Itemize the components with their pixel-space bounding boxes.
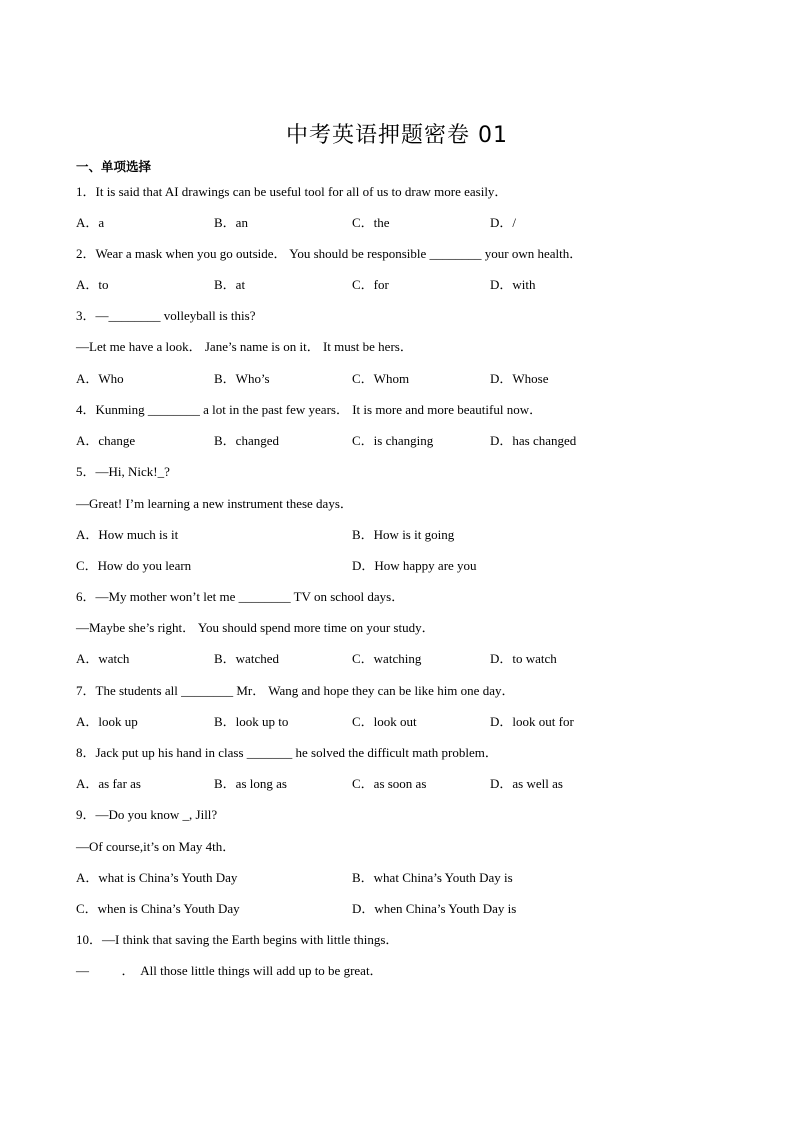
page-title: 中考英语押题密卷 01 [286, 123, 508, 148]
q8-option-b[interactable]: B．as long as [214, 776, 287, 791]
q8-option-a[interactable]: A．as far as [76, 776, 141, 791]
q3-option-a[interactable]: A．Who [76, 371, 124, 386]
q9-option-b[interactable]: B．what China’s Youth Day is [352, 870, 513, 885]
q5-option-c[interactable]: C．How do you learn [76, 558, 192, 573]
question-6: 6．—My mother won’t let me ________ TV on school days． [76, 589, 405, 604]
q1-option-c[interactable]: C．the [352, 215, 390, 230]
q9-option-c[interactable]: C．when is China’s Youth Day [76, 901, 240, 916]
q2-option-c[interactable]: C．for [352, 277, 389, 292]
q8-option-c[interactable]: C．as soon as [352, 776, 427, 791]
q2-option-a[interactable]: A．to [76, 277, 109, 292]
q3-option-d[interactable]: D．Whose [490, 371, 549, 386]
q9-option-a[interactable]: A．what is China’s Youth Day [76, 870, 238, 885]
q7-option-a[interactable]: A．look up [76, 714, 138, 729]
q5-option-b[interactable]: B．How is it going [352, 527, 455, 542]
q7-option-c[interactable]: C．look out [352, 714, 417, 729]
question-5: 5．—Hi, Nick!_? [76, 464, 170, 479]
question-9: 9．—Do you know _, Jill? [76, 807, 218, 822]
q1-option-b[interactable]: B．an [214, 215, 248, 230]
q9-option-d[interactable]: D．when China’s Youth Day is [352, 901, 517, 916]
q5-option-d[interactable]: D．How happy are you [352, 558, 477, 573]
q6-option-b[interactable]: B．watched [214, 651, 279, 666]
q4-option-a[interactable]: A．change [76, 433, 136, 448]
question-3-reply: —Let me have a look． Jane’s name is on it． It must be hers． [76, 339, 413, 354]
q1-option-d[interactable]: D．/ [490, 215, 517, 230]
question-2: 2．Wear a mask when you go outside． You should be responsible ________ your own health． [76, 246, 583, 261]
question-4: 4．Kunming ________ a lot in the past few years． It is more and more beautiful now． [76, 402, 543, 417]
q6-option-c[interactable]: C．watching [352, 651, 422, 666]
q4-option-b[interactable]: B．changed [214, 433, 279, 448]
q7-option-b[interactable]: B．look up to [214, 714, 289, 729]
q6-option-a[interactable]: A．watch [76, 651, 130, 666]
q6-option-d[interactable]: D．to watch [490, 651, 557, 666]
question-1: 1．It is said that AI drawings can be useful tool for all of us to draw more easily． [76, 184, 508, 199]
q3-option-b[interactable]: B．Who’s [214, 371, 270, 386]
question-9-reply: —Of course,it’s on May 4th． [76, 839, 236, 854]
question-10-reply: — ． All those little things will add up to be great． [76, 963, 383, 978]
q3-option-c[interactable]: C．Whom [352, 371, 410, 386]
section-heading: 一、单项选择 [76, 159, 152, 174]
q7-option-d[interactable]: D．look out for [490, 714, 574, 729]
question-5-reply: —Great! I’m learning a new instrument these days． [76, 496, 353, 511]
q2-option-b[interactable]: B．at [214, 277, 246, 292]
question-7: 7．The students all ________ Mr． Wang and hope they can be like him one day． [76, 683, 515, 698]
question-8: 8．Jack put up his hand in class _______ he solved the difficult math problem． [76, 745, 498, 760]
question-3: 3．—________ volleyball is this? [76, 308, 256, 323]
question-10: 10．—I think that saving the Earth begins with little things． [76, 932, 399, 947]
q1-option-a[interactable]: A．a [76, 215, 105, 230]
q5-option-a[interactable]: A．How much is it [76, 527, 179, 542]
q4-option-c[interactable]: C．is changing [352, 433, 434, 448]
q8-option-d[interactable]: D．as well as [490, 776, 563, 791]
q2-option-d[interactable]: D．with [490, 277, 536, 292]
question-6-reply: —Maybe she’s right． You should spend more time on your study． [76, 620, 435, 635]
q4-option-d[interactable]: D．has changed [490, 433, 577, 448]
